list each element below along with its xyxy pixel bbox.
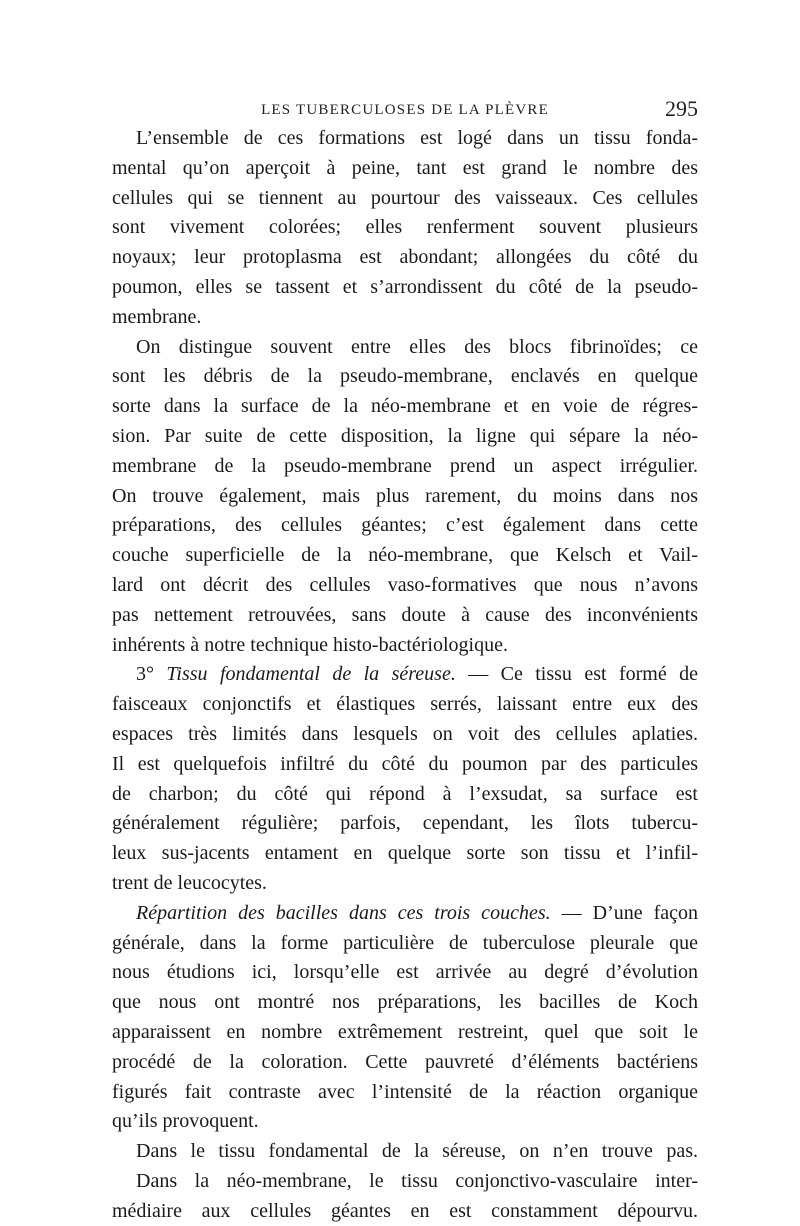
text-line: sion. Par suite de cette disposition, la ligne qui sépare la néo-: [112, 424, 698, 447]
text-line: cellules qui se tiennent au pourtour des vaisseaux. Ces cellules: [112, 186, 698, 209]
text-line: membrane.: [112, 305, 202, 328]
text-line: faisceaux conjonctifs et élastiques serrés, laissant entre eux des: [112, 693, 698, 716]
section-text: — Ce tissu est formé de: [455, 663, 698, 686]
section-heading-line: [112, 899, 698, 929]
section-number: 3°: [136, 663, 154, 686]
text-line: figurés fait contraste avec l’intensité de la réaction organique: [112, 1080, 698, 1103]
text-line: médiaire aux cellules géantes en est constamment dépourvu.: [112, 1199, 698, 1222]
text-line: sorte dans la surface de la néo-membrane et en voie de régres-: [112, 395, 698, 418]
text-line: pas nettement retrouvées, sans doute à cause des inconvénients: [112, 603, 698, 626]
text-line: qu’ils provoquent.: [112, 1110, 259, 1133]
text-line: Dans le tissu fondamental de la séreuse, on n’en trouve pas.: [136, 1140, 698, 1163]
text-line: trent de leucocytes.: [112, 871, 267, 894]
text-line: générale, dans la forme particulière de tuberculose pleurale que: [112, 931, 698, 954]
page-number: 295: [665, 96, 698, 121]
text-line: de charbon; du côté qui répond à l’exsudat, sa surface est: [112, 782, 698, 805]
text-line: L’ensemble de ces formations est logé dans un tissu fonda-: [136, 127, 698, 149]
text-line: préparations, des cellules géantes; c’est également dans cette: [112, 514, 698, 537]
text-line: poumon, elles se tassent et s’arrondissent du côté de la pseudo-: [112, 275, 698, 298]
text-line: nous étudions ici, lorsqu’elle est arrivée au degré d’évolution: [112, 961, 698, 984]
running-head: [112, 96, 698, 126]
text-line: que nous ont montré nos préparations, les bacilles de Koch: [112, 991, 698, 1014]
section-title: Répartition des bacilles dans ces trois couches.: [136, 901, 551, 924]
text-line: procédé de la coloration. Cette pauvreté d’éléments bactériens: [112, 1050, 698, 1073]
text-line: On distingue souvent entre elles des blocs fibrinoïdes; ce: [136, 335, 698, 358]
text-line: membrane de la pseudo-membrane prend un aspect irrégulier.: [112, 454, 698, 477]
body-text: [112, 124, 698, 1226]
text-line: sont les débris de la pseudo-membrane, enclavés en quelque: [112, 365, 698, 388]
text-line: généralement régulière; parfois, cependant, les îlots tubercu-: [112, 812, 698, 835]
section-text: — D’une façon: [550, 901, 698, 924]
section-title: Tissu fondamental de la séreuse.: [166, 663, 456, 686]
text-line: noyaux; leur protoplasma est abondant; allongées du côté du: [112, 246, 698, 269]
text-line: sont vivement colorées; elles renferment souvent plusieurs: [112, 216, 698, 239]
running-title: LES TUBERCULOSES DE LA PLÈVRE: [261, 102, 549, 118]
text-line: espaces très limités dans lesquels on voit des cellules aplaties.: [112, 722, 698, 745]
text-line: Il est quelquefois infiltré du côté du poumon par des particules: [112, 752, 698, 775]
text-line: apparaissent en nombre extrêmement restreint, quel que soit le: [112, 1020, 698, 1043]
text-line: lard ont décrit des cellules vaso-formatives que nous n’avons: [112, 573, 698, 596]
text-line: leux sus-jacents entament en quelque sorte son tissu et l’infil-: [112, 842, 698, 865]
text-line: Dans la néo-membrane, le tissu conjonctivo-vasculaire inter-: [136, 1169, 698, 1192]
text-line: mental qu’on aperçoit à peine, tant est grand le nombre des: [112, 156, 698, 179]
text-line: inhérents à notre technique histo-bactériologique.: [112, 633, 508, 656]
text-line: On trouve également, mais plus rarement, du moins dans nos: [112, 484, 698, 507]
section-heading-line: [112, 660, 698, 690]
text-line: couche superficielle de la néo-membrane, que Kelsch et Vail-: [112, 544, 698, 567]
